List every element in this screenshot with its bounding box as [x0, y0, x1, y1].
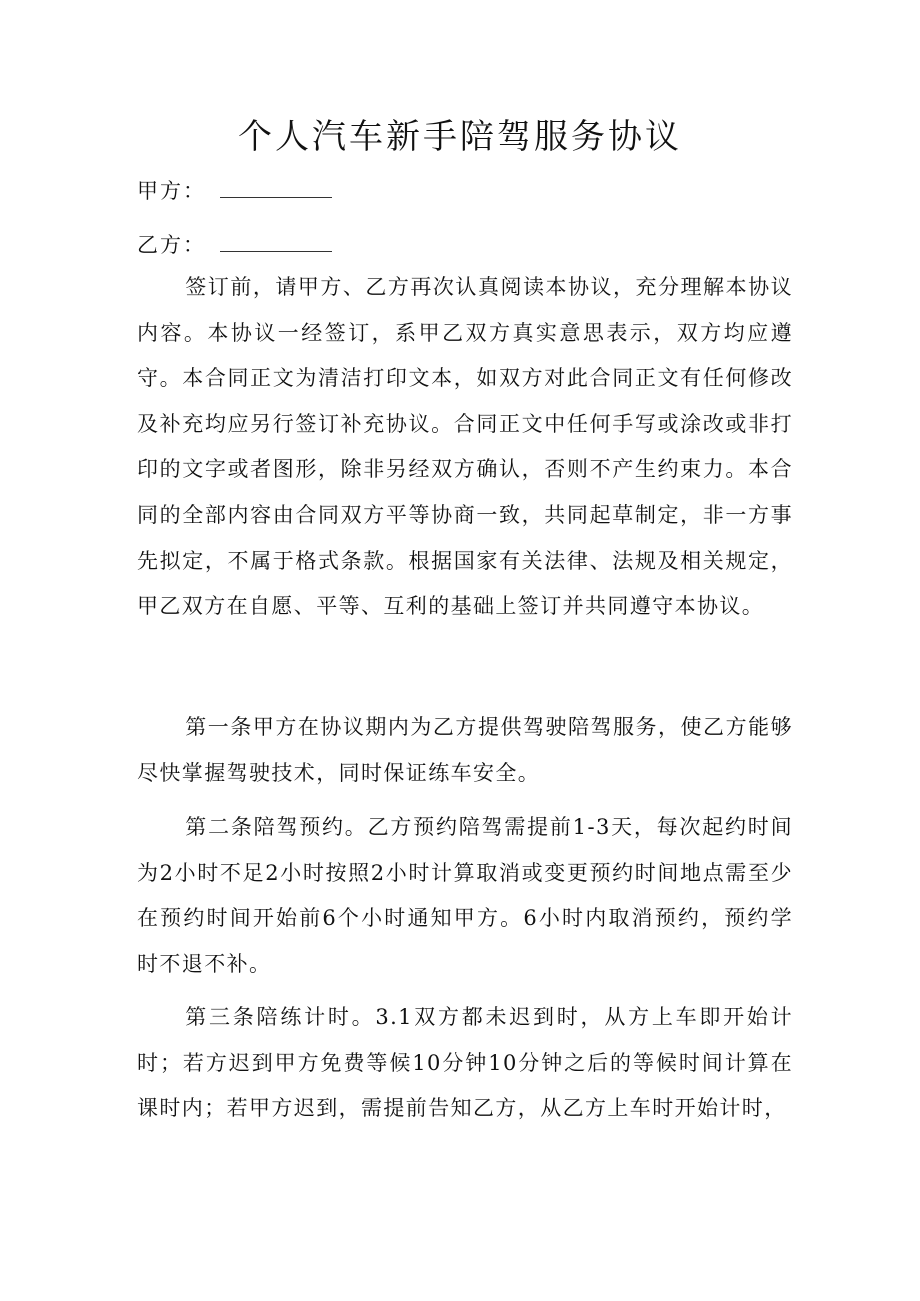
article-1-paragraph: 第一条甲方在协议期内为乙方提供驾驶陪驾服务，使乙方能够尽快掌握驾驶技术，同时保证练车安全。 — [137, 715, 793, 785]
document-title: 个人汽车新手陪驾服务协议 — [238, 117, 682, 157]
article-2-paragraph: 第二条陪驾预约。乙方预约陪驾需提前1-3天，每次起约时间为2小时不足2小时按照2小时计算取消或变更预约时间地点需至少在预约时间开始前6个小时通知甲方。6小时内取消预约，预约学时不退不补。 — [137, 815, 793, 976]
party-a-blank-field — [220, 177, 332, 198]
party-a-label: 甲方： — [137, 179, 206, 203]
party-b-label: 乙方： — [137, 233, 206, 257]
party-b-line — [137, 230, 332, 260]
preamble-paragraph: 签订前，请甲方、乙方再次认真阅读本协议，充分理解本协议内容。本协议一经签订，系甲乙双方真实意思表示，双方均应遵守。本合同正文为清洁打印文本，如双方对此合同正文有任何修改及补充均应另行签订补充协议。合同正文中任何手写或涂改或非打印的文字或者图形，除非另经双方确认，否则不产生约束力。本合同的全部内容由合同双方平等协商一致，共同起草制定，非一方事先拟定，不属于格式条款。根据国家有关法律、法规及相关规定，甲乙双方在自愿、平等、互利的基础上签订并共同遵守本协议。 — [137, 275, 793, 619]
party-a-line — [137, 176, 332, 206]
party-b-blank-field — [220, 231, 332, 252]
article-3-paragraph: 第三条陪练计时。3.1双方都未迟到时，从方上车即开始计时；若方迟到甲方免费等候10分钟10分钟之后的等候时间计算在课时内；若甲方迟到，需提前告知乙方，从乙方上车时开始计时， — [137, 1005, 793, 1121]
